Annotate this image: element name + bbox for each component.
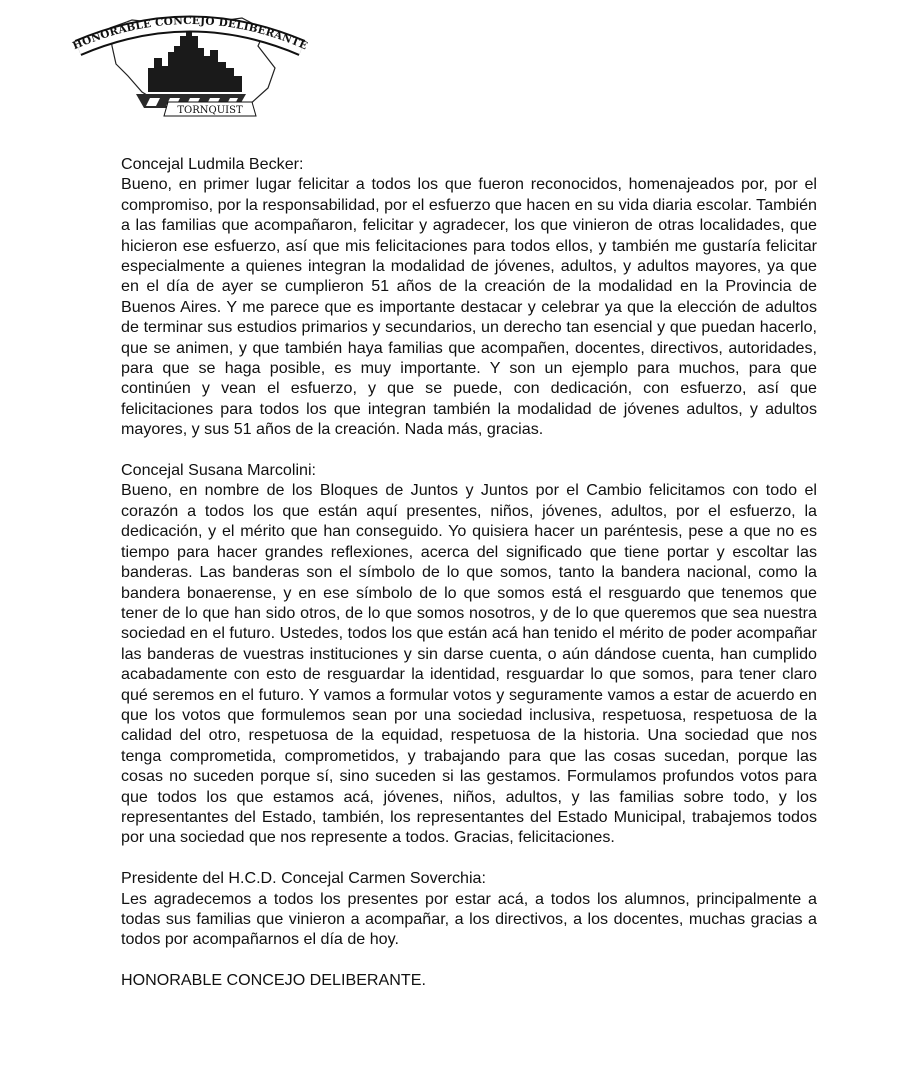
speaker-name: Concejal Susana Marcolini:: [121, 461, 317, 480]
svg-text:HONORABLE CONCEJO DELIBERANTE: HONORABLE CONCEJO DELIBERANTE: [70, 14, 310, 53]
speech-text: Bueno, en primer lugar felicitar a todos los que fueron reconocidos, homenajeados por, por el compromiso, por la responsabilidad, por el esfuerzo que hacen en su vida diaria escolar. También a las familias que acompañaron, felicitar y agradecer, los que vinieron de otras localidades, que hicieron ese esfuerzo, así que mis felicitaciones para todos ellos, y también me gustaría felicitar especialmente a quienes integran la modalidad de jóvenes, adultos, y adultos mayores, ya que en el día de ayer se cumplieron 51 años de la creación de la modalidad en la Provincia de Buenos Aires. Y me parece que es importante destacar y celebrar ya que la elección de adultos de terminar sus estudios primarios y secundarios, un derecho tan esencial y que puedan hacerlo, que se animen, y que también haya familias que acompañen, docentes, directivos, autoridades, para que se haga posible, es muy importante. Y son un ejemplo para muchos, para que continúen y vean el esfuerzo, y que se puede, con dedicación, con esfuerzo, así que felicitaciones para todos los que integran también la modalidad de jóvenes adultos, y adultos mayores, y sus 51 años de la creación. Nada más, gracias.: [121, 175, 817, 439]
council-logo: [70, 6, 310, 126]
speech-section-marcolini: [121, 460, 817, 848]
council-seal-logo-icon: [70, 6, 310, 126]
speech-text: Les agradecemos a todos los presentes por estar acá, a todos los alumnos, principalmente a todas sus familias que vinieron a acompañar, a los directivos, a los docentes, muchas gracias a todos por acompañarnos el día de hoy.: [121, 889, 817, 949]
closing-signature: HONORABLE CONCEJO DELIBERANTE.: [121, 971, 426, 990]
speaker-name: Concejal Ludmila Becker:: [121, 155, 304, 173]
speaker-name: Presidente del H.C.D. Concejal Carmen Soverchia:: [121, 869, 486, 888]
speech-text: Bueno, en nombre de los Bloques de Juntos y Juntos por el Cambio felicitamos con todo el corazón a todos los que están aquí presentes, niños, jóvenes, adultos, por el esfuerzo, la dedicación, y el mérito que han conseguido. Yo quisiera hacer un paréntesis, pese a que no es tiempo para hacer grandes reflexiones, acerca del significado que tiene portar y escoltar las banderas. Las banderas son el símbolo de lo que somos, tanto la bandera nacional, como la bandera bonaerense, y en ese símbolo de lo que somos está el resguardo que tenemos que tener de lo que han sido otros, de lo que somos nosotros, y de lo que queremos que sea nuestra sociedad en el futuro. Ustedes, todos los que están acá han tenido el mérito de poder acompañar las banderas de vuestras instituciones y sin darse cuenta, o aún dándose cuenta, han cumplido acabadamente con esto de resguardar la identidad, resguardar lo que somos, para tener claro qué seremos en el futuro. Y vamos a formular votos y seguramente vamos a estar de acuerdo en que los votos que formulemos sean por una sociedad inclusiva, respetuosa, respetuosa de la calidad del otro, respetuosa de la equidad, respetuosa de la historia. Una sociedad que nos tenga comprometida, comprometidos, y trabajando para que las cosas sucedan, porque las cosas no suceden porque sí, sino suceden si las gestamos. Formulamos profundos votos para que todos los que estamos acá, jóvenes, niños, adultos, y las familias sobre todo, y los representantes del Estado, también, los representantes del Estado Municipal, trabajemos todos por una sociedad que nos represente a todos. Gracias, felicitaciones.: [121, 481, 817, 847]
speech-section-soverchia: [121, 868, 817, 950]
speech-section-becker: [121, 154, 817, 440]
document-body: [121, 154, 817, 991]
svg-text:TORNQUIST: TORNQUIST: [177, 105, 243, 116]
